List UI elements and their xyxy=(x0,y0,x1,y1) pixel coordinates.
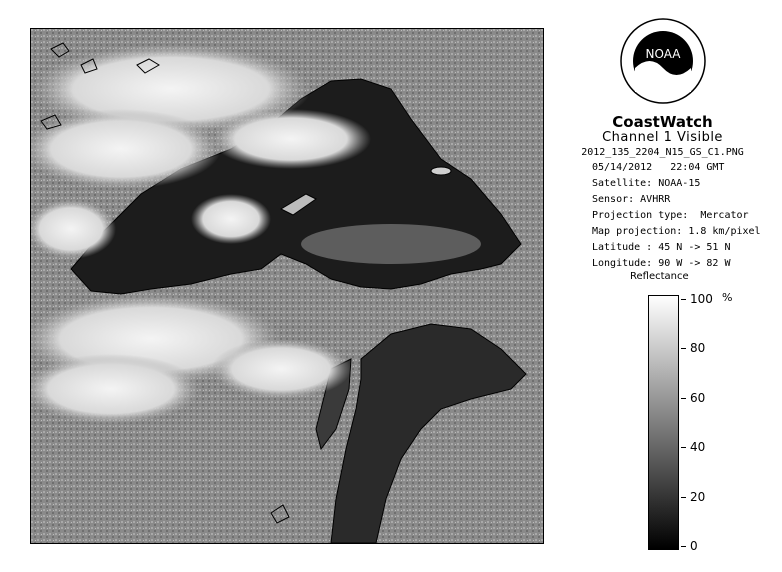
latitude: Latitude : 45 N -> 51 N xyxy=(592,242,731,253)
app-title: CoastWatch xyxy=(612,113,713,131)
reflectance-colorbar xyxy=(648,295,679,550)
haze-plume xyxy=(301,224,481,264)
colorbar-tick-label: 20 xyxy=(690,489,706,504)
scale-title: Reflectance xyxy=(630,271,689,282)
colorbar-tick-label: 80 xyxy=(690,341,706,356)
island xyxy=(431,167,451,175)
colorbar-tick xyxy=(681,348,686,349)
satellite-image xyxy=(31,29,543,543)
colorbar-tick xyxy=(681,497,686,498)
logo-text: NOAA xyxy=(645,47,681,61)
satellite: Satellite: NOAA-15 xyxy=(592,178,701,189)
channel-label: Channel 1 Visible xyxy=(602,130,723,145)
satellite-map xyxy=(30,28,544,544)
filename: 2012_135_2204_N15_GS_C1.PNG xyxy=(581,147,744,158)
colorbar-tick-label: 100 xyxy=(690,292,713,306)
map-projection: Map projection: 1.8 km/pixel xyxy=(592,226,761,237)
sensor: Sensor: AVHRR xyxy=(592,194,671,205)
scale-unit: % xyxy=(722,291,733,304)
date-time: 05/14/2012 22:04 GMT xyxy=(592,162,725,173)
colorbar-tick-label: 40 xyxy=(690,440,706,455)
colorbar-tick xyxy=(681,398,686,399)
colorbar-tick xyxy=(681,447,686,448)
projection-type: Projection type: Mercator xyxy=(592,210,749,221)
colorbar-tick xyxy=(681,299,686,300)
colorbar-tick-label: 0 xyxy=(690,539,698,553)
colorbar-tick-label: 60 xyxy=(690,390,706,405)
longitude: Longitude: 90 W -> 82 W xyxy=(592,258,731,269)
colorbar-tick xyxy=(681,546,686,547)
noaa-logo xyxy=(620,18,706,104)
